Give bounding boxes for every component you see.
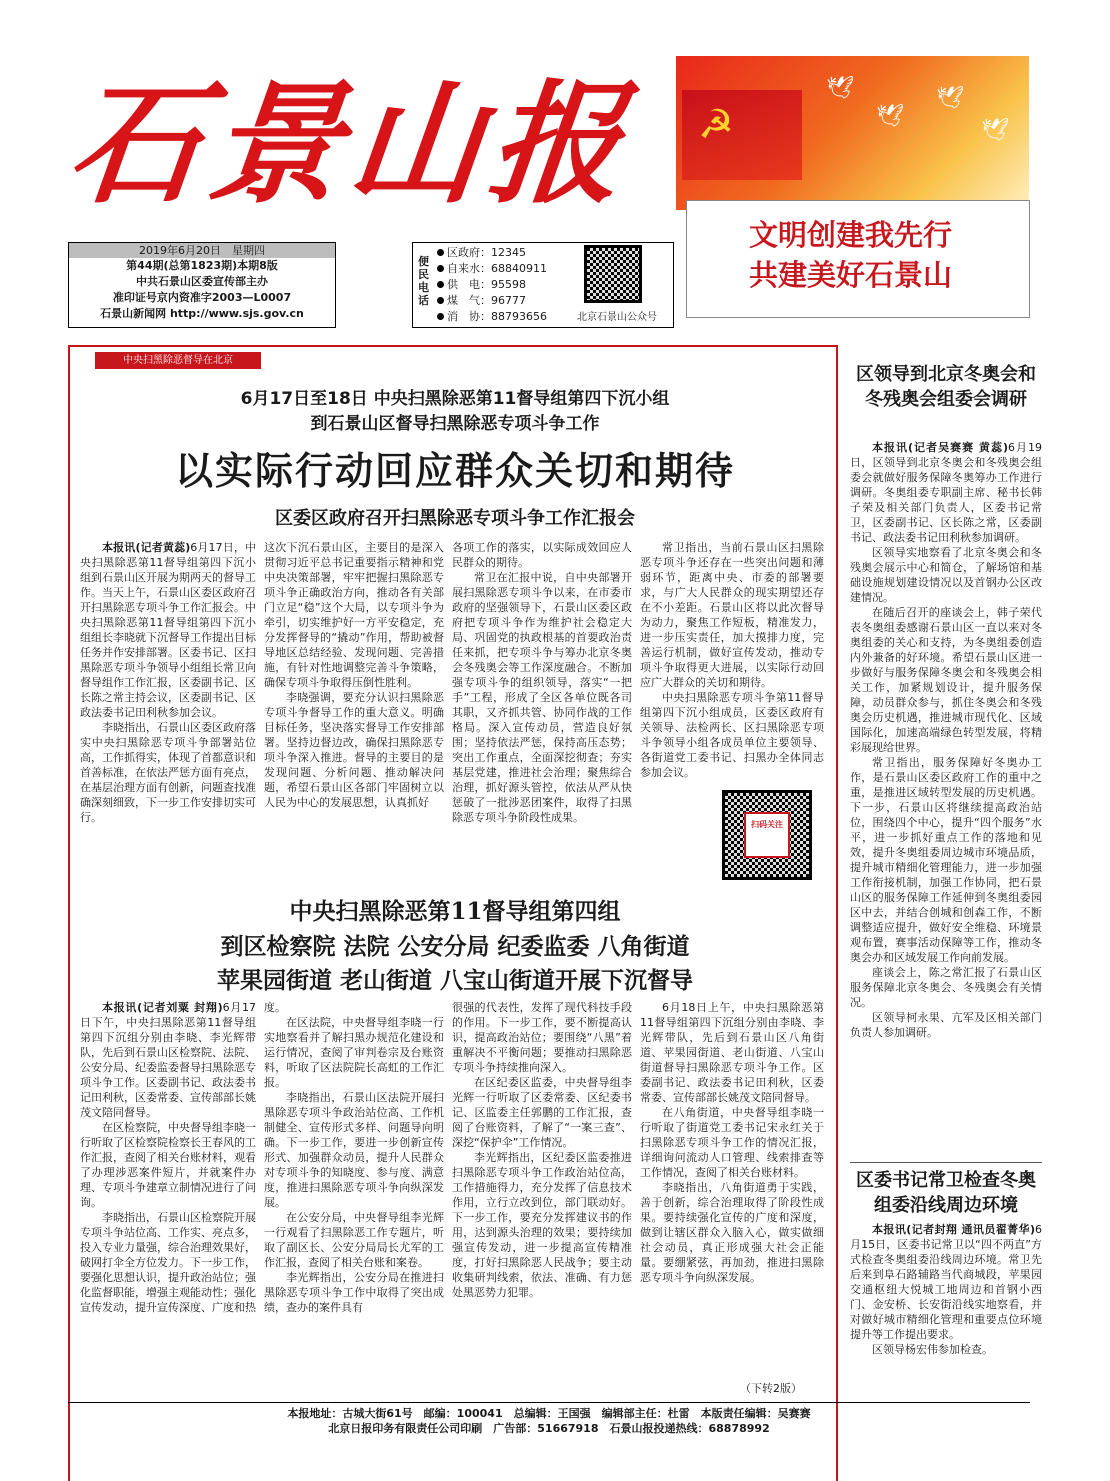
footer [68, 1406, 1030, 1436]
continued-note: （下转2版） [740, 1382, 802, 1395]
bullet-icon [437, 249, 444, 256]
qr-badge: 扫码关注 [744, 812, 790, 858]
hammer-sickle-icon: ☭ [698, 102, 734, 148]
article-paragraph: 6月18日上午，中央扫黑除恶第11督导组第四下沉组分别由李晓、李光辉带队，先后到石景山区八角街道、苹果园街道、老山街道、八宝山街道督导扫黑除恶专项斗争工作。区委副书记、政法委书记田利秋，区委常委、宣传部部长姚茂文陪同督导。 [640, 1001, 824, 1104]
article-paragraph: 李晓指出，石景山区法院开展扫黑除恶专项斗争政治站位高、工作机制健全、宣传形式多样、问题导向明确。下一步工作，要进一步创新宣传形式、加强群众动员，提升人民群众对专项斗争的知晓度、参与度、满意度，推进扫黑除恶专项斗争向纵深发展。 [264, 1091, 444, 1209]
article-paragraph: 本报讯(记者黄蕊)6月17日，中央扫黑除恶第11督导组第四下沉小组到石景山区开展为期两天的督导工作。当天上午，石景山区委区政府召开扫黑除恶专项斗争工作汇报会。中央扫黑除恶第11督导组第四下沉小组组长李晓就下沉督导工作提出目标任务并作安排部署。区委书记、区扫黑除恶专项斗争领导小组组长常卫向督导组作工作汇报，区委副书记、区长陈之常主持会议，区委副书记、区政法委书记田利秋参加会议。 [80, 541, 256, 719]
article-paragraph: 中央扫黑除恶专项斗争第11督导组第四下沉小组成员，区委区政府有关领导、法检两长、区扫黑除恶专项斗争领导小组各成员单位主要领导、各街道党工委书记、扫黑办全体同志参加会议。 [640, 691, 824, 779]
article-paragraph: 在八角街道，中央督导组李晓一行听取了街道党工委书记宋永红关于扫黑除恶专项斗争工作的情况汇报，详细询问流动人口管理、线索排查等工作情况，查阅了相关台账材料。 [640, 1106, 824, 1179]
bullet-icon [437, 281, 444, 288]
right-article-1-title: 区领导到北京冬奥会和冬残奥会组委会调研 [856, 364, 1036, 410]
article-column-3 [452, 540, 632, 875]
bullet-icon [437, 265, 444, 272]
issue-sponsor: 中共石景山区委宣传部主办 [136, 275, 268, 288]
article-paragraph: 度。 [264, 1001, 286, 1014]
article-paragraph: 李晓指出，石景山区委区政府落实中央扫黑除恶专项斗争部署站位高，工作抓得实，体现了首都意识和首善标准，在依法严惩方面有亮点，在基层治理方面有创新，问题查找准确深刻细致，下一步工作安排切实可行。 [80, 721, 256, 824]
byline: 本报讯(记者刘粟 封翔) [102, 1001, 223, 1014]
article-column-1 [80, 540, 256, 875]
second-headline-3: 苹果园街道 老山街道 八宝山街道开展下沉督导 [216, 967, 693, 994]
dove-icon: 🕊 [936, 86, 964, 111]
article-column-2 [264, 540, 444, 875]
hotline-list [437, 245, 547, 325]
issue-date: 2019年6月20日 星期四 [69, 243, 335, 258]
hotline-item: 煤 气：96777 [437, 293, 547, 309]
section-divider [850, 1162, 1042, 1163]
article-paragraph: 李晓指出，石景山区检察院开展专项斗争站位高、工作实、亮点多，投入专业力量强，综合治理效果好，破网打伞全方位发力。下一步工作，要强化思想认识，提升政治站位；强化监督职能，增强主观能动性；强化宣传发动，提升宣传深度、广度和热 [80, 1211, 256, 1314]
promo-slogan-line2: 共建美好石景山 [749, 258, 953, 292]
article-column-4 [640, 540, 824, 790]
article-paragraph: 在随后召开的座谈会上，韩子荣代表冬奥组委感谢石景山区一直以来对冬奥组委的关心和支持，为冬奥组委创造内外兼备的好环境。希望石景山区进一步做好与服务保障冬奥会和冬残奥会相关工作，加紧规划设计，提升服务保障，动员群众参与，抓住冬奥会和冬残奥会历史机遇，推进城市现代化、区域国际化，加速高端绿色转型发展，将精彩展现给世界。 [850, 606, 1042, 754]
bullet-icon [437, 297, 444, 304]
promo-banner-image [676, 56, 1029, 210]
byline: 本报讯(记者封翔 通讯员翟菁华) [872, 1223, 1035, 1236]
issue-number: 第44期(总第1823期)本期8版 [126, 259, 278, 272]
bullet-icon [437, 313, 444, 320]
article-paragraph: 李晓强调，要充分认识扫黑除恶专项斗争督导工作的重大意义。明确目标任务，坚决落实督导工作安排部署。坚持边督边改，确保扫黑除恶专项斗争深入推进。督导的主要目的是发现问题、分析问题、推动解决问题，希望石景山区各部门牢固树立以人民为中心的发展思想，认真抓好 [264, 691, 444, 809]
article-paragraph: 区领导实地察看了北京冬奥会和冬残奥会展示中心和简仓，了解场馆和基础设施规划建设情况以及首钢办公区改建情况。 [850, 546, 1042, 604]
article-paragraph: 在区法院，中央督导组李晓一行实地察看并了解扫黑办规范化建设和运行情况，查阅了审判卷宗及台账资料，听取了区法院院长高虹的工作汇报。 [264, 1016, 444, 1089]
promo-slogan-line1: 文明创建我先行 [749, 218, 953, 252]
article-paragraph: 区领导柯永果、亢军及区相关部门负责人参加调研。 [850, 1011, 1042, 1039]
footer-line-1: 本报地址：古城大街61号 邮编：100041 总编辑：王国强 编辑部主任：杜雷 本版责任编辑：吴赛赛 [287, 1407, 811, 1420]
qr-caption: 北京石景山公众号 [577, 312, 657, 323]
right-article-2-title: 区委书记常卫检查冬奥组委沿线周边环境 [856, 1170, 1036, 1216]
article-paragraph: 常卫指出，服务保障好冬奥办工作，是石景山区委区政府工作的重中之重，是推进区域转型发展的历史机遇。下一步，石景山区将继续提高政治站位，围绕四个中心，提升“四个服务”水平，进一步抓好重点工作的落地和见效，提升冬奥组委周边城市环境品质，提升城市精细化管理能力，进一步加强工作衔接机制，加强工作协同，把石景山区的服务保障工作延伸到冬奥组委园区中去，并结合创城和创森工作，不断调整适应提升，做好安全维稳、环境景观布置，赛事活动保障等工作，推动冬奥会办和区域发展工作向前发展。 [850, 756, 1042, 964]
dove-icon: 🕊 [826, 76, 854, 101]
article-column-2 [264, 1000, 444, 1395]
main-subhead: 区委区政府召开扫黑除恶专项斗争工作汇报会 [275, 508, 635, 529]
lead-line-2: 到石景山区督导扫黑除恶专项斗争工作 [310, 414, 600, 434]
column-tag: 中央扫黑除恶督导在北京 [95, 352, 261, 369]
dove-icon: 🕊 [981, 118, 1009, 143]
wechat-qr-code-icon[interactable] [584, 245, 642, 303]
promo-slogan-box [686, 200, 1030, 318]
article-paragraph: 李光辉指出，区纪委区监委推进扫黑除恶专项斗争工作政治站位高，工作措施得力，充分发挥了信息技术作用，立行立改到位，部门联动好。下一步工作，要充分发挥建议书的作用，达到源头治理的效果；要持续加强宣传发动，进一步提高宣传精准度，打好扫黑除恶人民战争；要主动收集研判线索，依法、准确、有力惩处黑恶势力犯罪。 [452, 1151, 632, 1299]
newspaper-logo: 石景山报 [61, 67, 639, 222]
article-paragraph: 在区纪委区监委，中央督导组李光辉一行听取了区委常委、区纪委书记、区监委主任郭鹏的工作汇报，查阅了台账资料，了解了“一案三查”、深挖“保护伞”工作情况。 [452, 1076, 632, 1149]
article-paragraph: 李光辉指出，公安分局在推进扫黑除恶专项斗争工作中取得了突出成绩，查办的案件具有 [264, 1271, 444, 1314]
article-paragraph: 在公安分局，中央督导组李光辉一行观看了扫黑除恶工作专题片，听取了副区长、公安分局局长尤军的工作汇报，查阅了相关台账和案卷。 [264, 1211, 444, 1269]
dove-icon: 🕊 [876, 104, 904, 129]
article-column-4 [640, 1000, 824, 1380]
article-paragraph: 常卫在汇报中说，自中央部署开展扫黑除恶专项斗争以来，在市委市政府的坚强领导下，石景山区委区政府把专项斗争作为维护社会稳定大局、巩固党的执政根基的首要政治责任来抓，把专项斗争与筹办北京冬奥会冬残奥会等工作深度融合。不断加强专项斗争的组织领导，落实“一把手”工程，形成了全区各单位既各司其职，又齐抓共管、协同作战的工作格局。深入宣传动员，营造良好氛围；坚持依法严惩，保持高压态势；突出工作重点，全面深挖彻查；夯实基层党建，推进社会治理；聚焦综合治理，抓好源头管控，依法从严从快惩破了一批涉恶团案件，取得了扫黑除恶专项斗争阶段性成果。 [452, 571, 632, 824]
article-paragraph: 各项工作的落实，以实际成效回应人民群众的期待。 [452, 541, 632, 569]
article-paragraph: 本报讯(记者吴赛赛 黄蕊)6月19日，区领导到北京冬奥会和冬残奥会组委会就做好服务保障冬奥筹办工作进行调研。冬奥组委专职副主席、秘书长韩子荣及相关部门负责人，区委书记常卫，区委副书记、区长陈之常，区委副书记、政法委书记田利秋参加调研。 [850, 441, 1042, 544]
article-paragraph: 本报讯(记者封翔 通讯员翟菁华)6月15日，区委书记常卫以“四不两直”方式检查冬奥组委沿线周边环境。常卫先后来到阜石路辅路当代商城段，苹果园交通枢纽大悦城工地周边和首钢小西门、金安桥、长安街沿线实地察看，并对做好城市精细化管理和重要点位环境提升等工作提出要求。 [850, 1223, 1042, 1341]
hotline-label: 便民电话 [418, 255, 429, 307]
hotline-item: 自来水：68840911 [437, 261, 547, 277]
article-paragraph: 常卫指出，当前石景山区扫黑除恶专项斗争还存在一些突出问题和薄弱环节，距离中央、市委的部署要求，与广大人民群众的现实期望还存在不小差距。石景山区将以此次督导为动力，聚焦工作短板，精准发力，进一步压实责任，加大摸排力度，完善运行机制，做好宣传发动，推动专项斗争取得更大进展，以实际行动回应广大群众的关切和期待。 [640, 541, 824, 689]
article-paragraph: 李晓指出，八角街道勇于实践，善于创新，综合治理取得了阶段性成果。要持续强化宣传的广度和深度，做到让辖区群众入脑入心，做实做细社会动员，真正形成强大社会正能量。要绷紧弦，再加劲，推进扫黑除恶专项斗争向纵深发展。 [640, 1181, 824, 1284]
article-paragraph: 区领导杨宏伟参加检查。 [872, 1343, 993, 1356]
footer-line-2: 北京日报印务有限责任公司印刷 广告部：51667918 石景山报投递热线：68878992 [328, 1422, 770, 1435]
article-paragraph: 很强的代表性，发挥了现代科技手段的作用。下一步工作，要不断提高认识，提高政治站位；要围绕“八黑”着重解决不平衡问题；要推动扫黑除恶专项斗争持续推向深入。 [452, 1001, 632, 1074]
article-column-1 [80, 1000, 256, 1395]
second-headline-2: 到区检察院 法院 公安分局 纪委监委 八角街道 [220, 933, 690, 960]
article-column-3 [452, 1000, 632, 1395]
issue-info-box [68, 242, 336, 328]
article-paragraph: 在区检察院，中央督导组李晓一行听取了区检察院检察长王春风的工作汇报，查阅了相关台账材料，观看了办理涉恶案件短片，并就案件办理、专项斗争建章立制情况进行了问询。 [80, 1121, 256, 1209]
byline: 本报讯(记者吴赛赛 黄蕊) [872, 441, 1008, 454]
lead-line-1: 6月17日至18日 中央扫黑除恶第11督导组第四下沉小组 [240, 389, 670, 409]
right-article-2-body [850, 1222, 1042, 1394]
main-headline: 以实际行动回应群众关切和期待 [174, 448, 735, 493]
issue-website[interactable]: 石景山新闻网 http://www.sjs.gov.cn [100, 307, 304, 320]
article-paragraph: 座谈会上，陈之常汇报了石景山区服务保障北京冬奥会、冬残奥会有关情况。 [850, 966, 1042, 1009]
hotline-item: 消 协：88793656 [437, 309, 547, 325]
issue-permit: 准印证号京内资准字2003—L0007 [112, 291, 292, 304]
byline: 本报讯(记者黄蕊) [102, 541, 191, 554]
second-headline-1: 中央扫黑除恶第11督导组第四组 [289, 898, 621, 925]
hotline-item: 供 电：95598 [437, 277, 547, 293]
article-paragraph: 本报讯(记者刘粟 封翔)6月17日下午，中央扫黑除恶第11督导组第四下沉组分别由李晓、李光辉带队，先后到石景山区检察院、法院、公安分局、纪委监委督导扫黑除恶专项斗争工作。区委副书记、政法委书记田利秋，区委常委、宣传部部长姚茂文陪同督导。 [80, 1001, 256, 1119]
right-article-1-body [850, 440, 1042, 1160]
article-paragraph: 这次下沉石景山区，主要目的是深入贯彻习近平总书记重要指示精神和党中央决策部署，牢牢把握扫黑除恶专项斗争正确政治方向，推动各有关部门立足“稳”这个大局，以专项斗争为牵引，切实维护好一方平安稳定，充分发挥督导的“撬动”作用，帮助被督导地区总结经验、发现问题、完善措施，有针对性地调整完善斗争策略，确保专项斗争取得压倒性胜利。 [264, 541, 444, 689]
footer-rule [68, 1402, 1030, 1403]
hotline-item: 区政府：12345 [437, 245, 547, 261]
